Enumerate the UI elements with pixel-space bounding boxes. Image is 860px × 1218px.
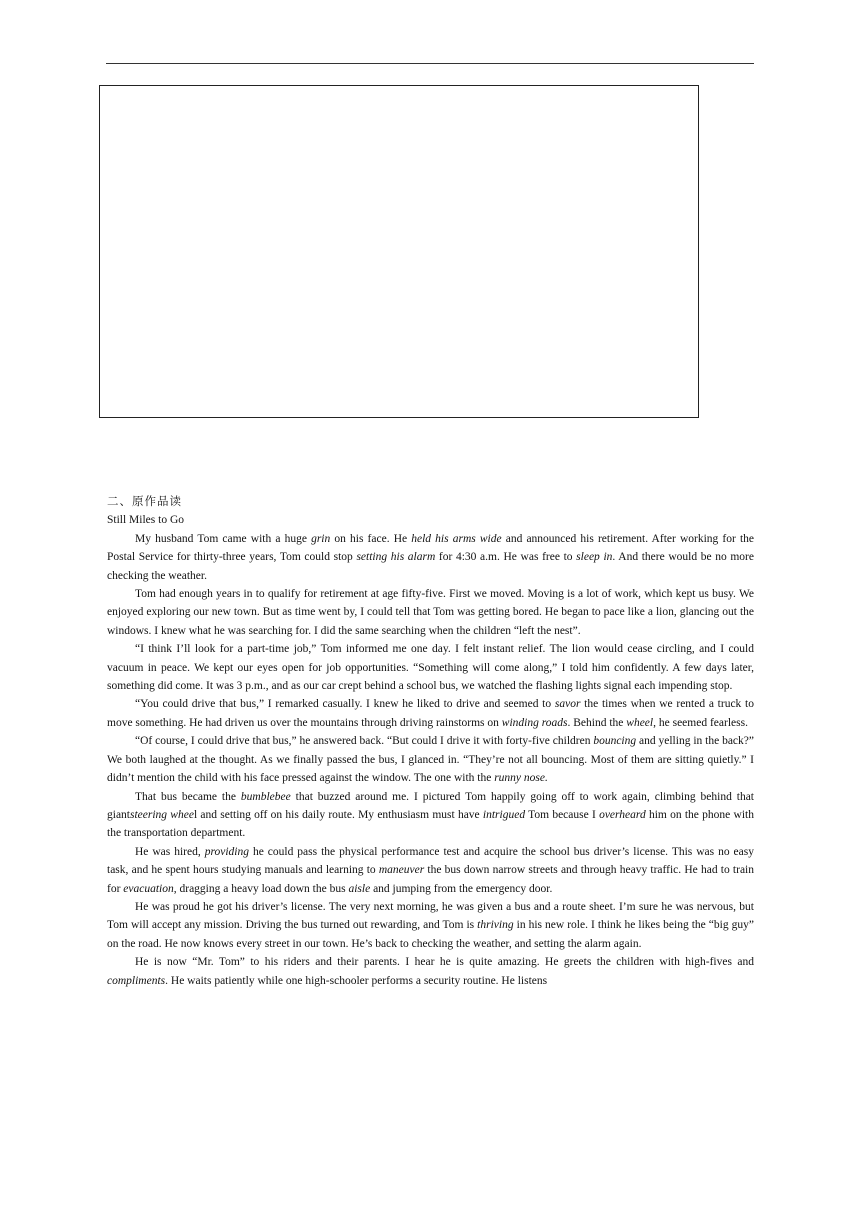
text-run: “Of course, I could drive that bus,” he answered back. “But could I drive it with forty-five children xyxy=(135,735,594,748)
section-heading: 二、原作品读 xyxy=(107,496,182,508)
highlighted-phrase: winding roads xyxy=(501,716,568,729)
story-paragraph xyxy=(107,843,754,898)
text-run: for 4:30 a.m. He was free to xyxy=(435,551,577,564)
highlighted-phrase: thriving xyxy=(477,919,514,932)
text-run: and yelling in the back?” We both laughed at the thought. As we finally passed the bus, I glanced in. “They’re not all bouncing. Most of them are sitting quietly.” I didn’t mention the child with his face pressed against the window. The one with the xyxy=(107,735,754,785)
text-run: on his face. He xyxy=(330,532,412,545)
text-run: he could pass the physical performance test and acquire the school bus driver’s license. This was no easy task, and he spent hours studying manuals and learning to xyxy=(107,845,754,877)
highlighted-phrase: overheard xyxy=(599,808,646,821)
story-paragraph xyxy=(107,732,754,787)
text-run: and announced his retirement. After working for the Postal Service for thirty-three years, Tom could stop xyxy=(107,532,754,564)
highlighted-phrase: wheel xyxy=(626,716,654,729)
text-run: Tom had enough years in to qualify for retirement at age fifty-five. First we moved. Moving is a lot of work, which kept us busy. We enjoyed exploring our new town. But as time went by, I could tell that Tom was getting bored. He began to pace like a lion, glancing out the windows. I knew what he was searching for. I did the same searching when the children “left the nest”. xyxy=(107,588,754,637)
highlighted-phrase: maneuver xyxy=(378,864,425,877)
story-title: Still Miles to Go xyxy=(107,514,184,527)
empty-frame-box xyxy=(99,85,699,418)
story-paragraph xyxy=(107,898,754,953)
highlighted-phrase: providing xyxy=(204,845,249,858)
highlighted-phrase: evacuation xyxy=(123,882,174,895)
story-paragraph xyxy=(107,953,754,990)
text-run: , he seemed fearless. xyxy=(653,716,748,729)
highlighted-phrase: bouncing xyxy=(593,735,637,748)
text-run: him on the phone with the transportation department. xyxy=(107,808,754,840)
story-paragraph xyxy=(107,640,754,695)
text-run: He was proud he got his driver’s license. The very next morning, he was given a bus and a route sheet. I’m sure he was nervous, but Tom will accept any mission. Driving the bus turned out rewarding, and Tom is xyxy=(107,900,754,932)
highlighted-phrase: grin xyxy=(311,532,331,545)
highlighted-phrase: setting his alarm xyxy=(356,551,436,564)
text-run: . He waits patiently while one high-schooler performs a security routine. He listens xyxy=(165,974,548,987)
text-run: . Behind the xyxy=(567,716,627,729)
header-rule xyxy=(106,63,754,64)
highlighted-phrase: steering whee xyxy=(130,808,194,821)
story-paragraph xyxy=(107,585,754,640)
highlighted-phrase: bumblebee xyxy=(240,790,291,803)
highlighted-phrase: intrigued xyxy=(482,808,526,821)
story-body xyxy=(107,530,754,990)
highlighted-phrase: compliments xyxy=(107,974,166,987)
highlighted-phrase: aisle xyxy=(348,882,371,895)
text-run: the bus down narrow streets and through heavy traffic. He had to train for xyxy=(107,864,754,895)
text-run: . And there would be no more checking the weather. xyxy=(107,551,754,582)
highlighted-phrase: held his arms wide xyxy=(411,532,502,545)
text-run: My husband Tom came with a huge xyxy=(135,532,312,545)
text-run: “I think I’ll look for a part-time job,” Tom informed me one day. I felt instant relief. The lion would cease circling, and I could vacuum in peace. We kept our eyes open for job opportunities. “Something will come along,” I told him confidently. A few days later, something did come. It was 3 p.m., and as our car crept behind a school bus, we watched the flashing lights signal each impending stop. xyxy=(107,643,754,693)
highlighted-phrase: savor xyxy=(554,698,581,711)
text-run: l and setting off on his daily route. My enthusiasm must have xyxy=(193,808,483,821)
story-paragraph xyxy=(107,530,754,585)
text-run: Tom because I xyxy=(525,808,600,821)
text-run: “You could drive that bus,” I remarked casually. I knew he liked to drive and seemed to xyxy=(135,698,555,711)
text-run: that buzzed around me. I pictured Tom happily going off to work again, climbing behind that giant xyxy=(107,790,754,821)
reading-section xyxy=(107,493,754,990)
text-run: , dragging a heavy load down the bus xyxy=(173,882,349,895)
text-run: and jumping from the emergency door. xyxy=(370,882,553,895)
text-run: He was hired, xyxy=(135,845,205,858)
story-paragraph xyxy=(107,788,754,843)
highlighted-phrase: runny nose. xyxy=(494,772,548,785)
text-run: He is now “Mr. Tom” to his riders and their parents. I hear he is quite amazing. He greets the children with high-fives and xyxy=(135,956,754,969)
highlighted-phrase: sleep in xyxy=(576,551,613,564)
text-run: That bus became the xyxy=(135,790,241,803)
text-run: in his new role. I think he likes being the “big guy” on the road. He now knows every street in our town. He’s back to checking the weather, and setting the alarm again. xyxy=(107,919,754,950)
text-run: the times when we rented a truck to move something. He had driven us over the mountains through driving rainstorms on xyxy=(107,698,754,729)
story-paragraph xyxy=(107,695,754,732)
